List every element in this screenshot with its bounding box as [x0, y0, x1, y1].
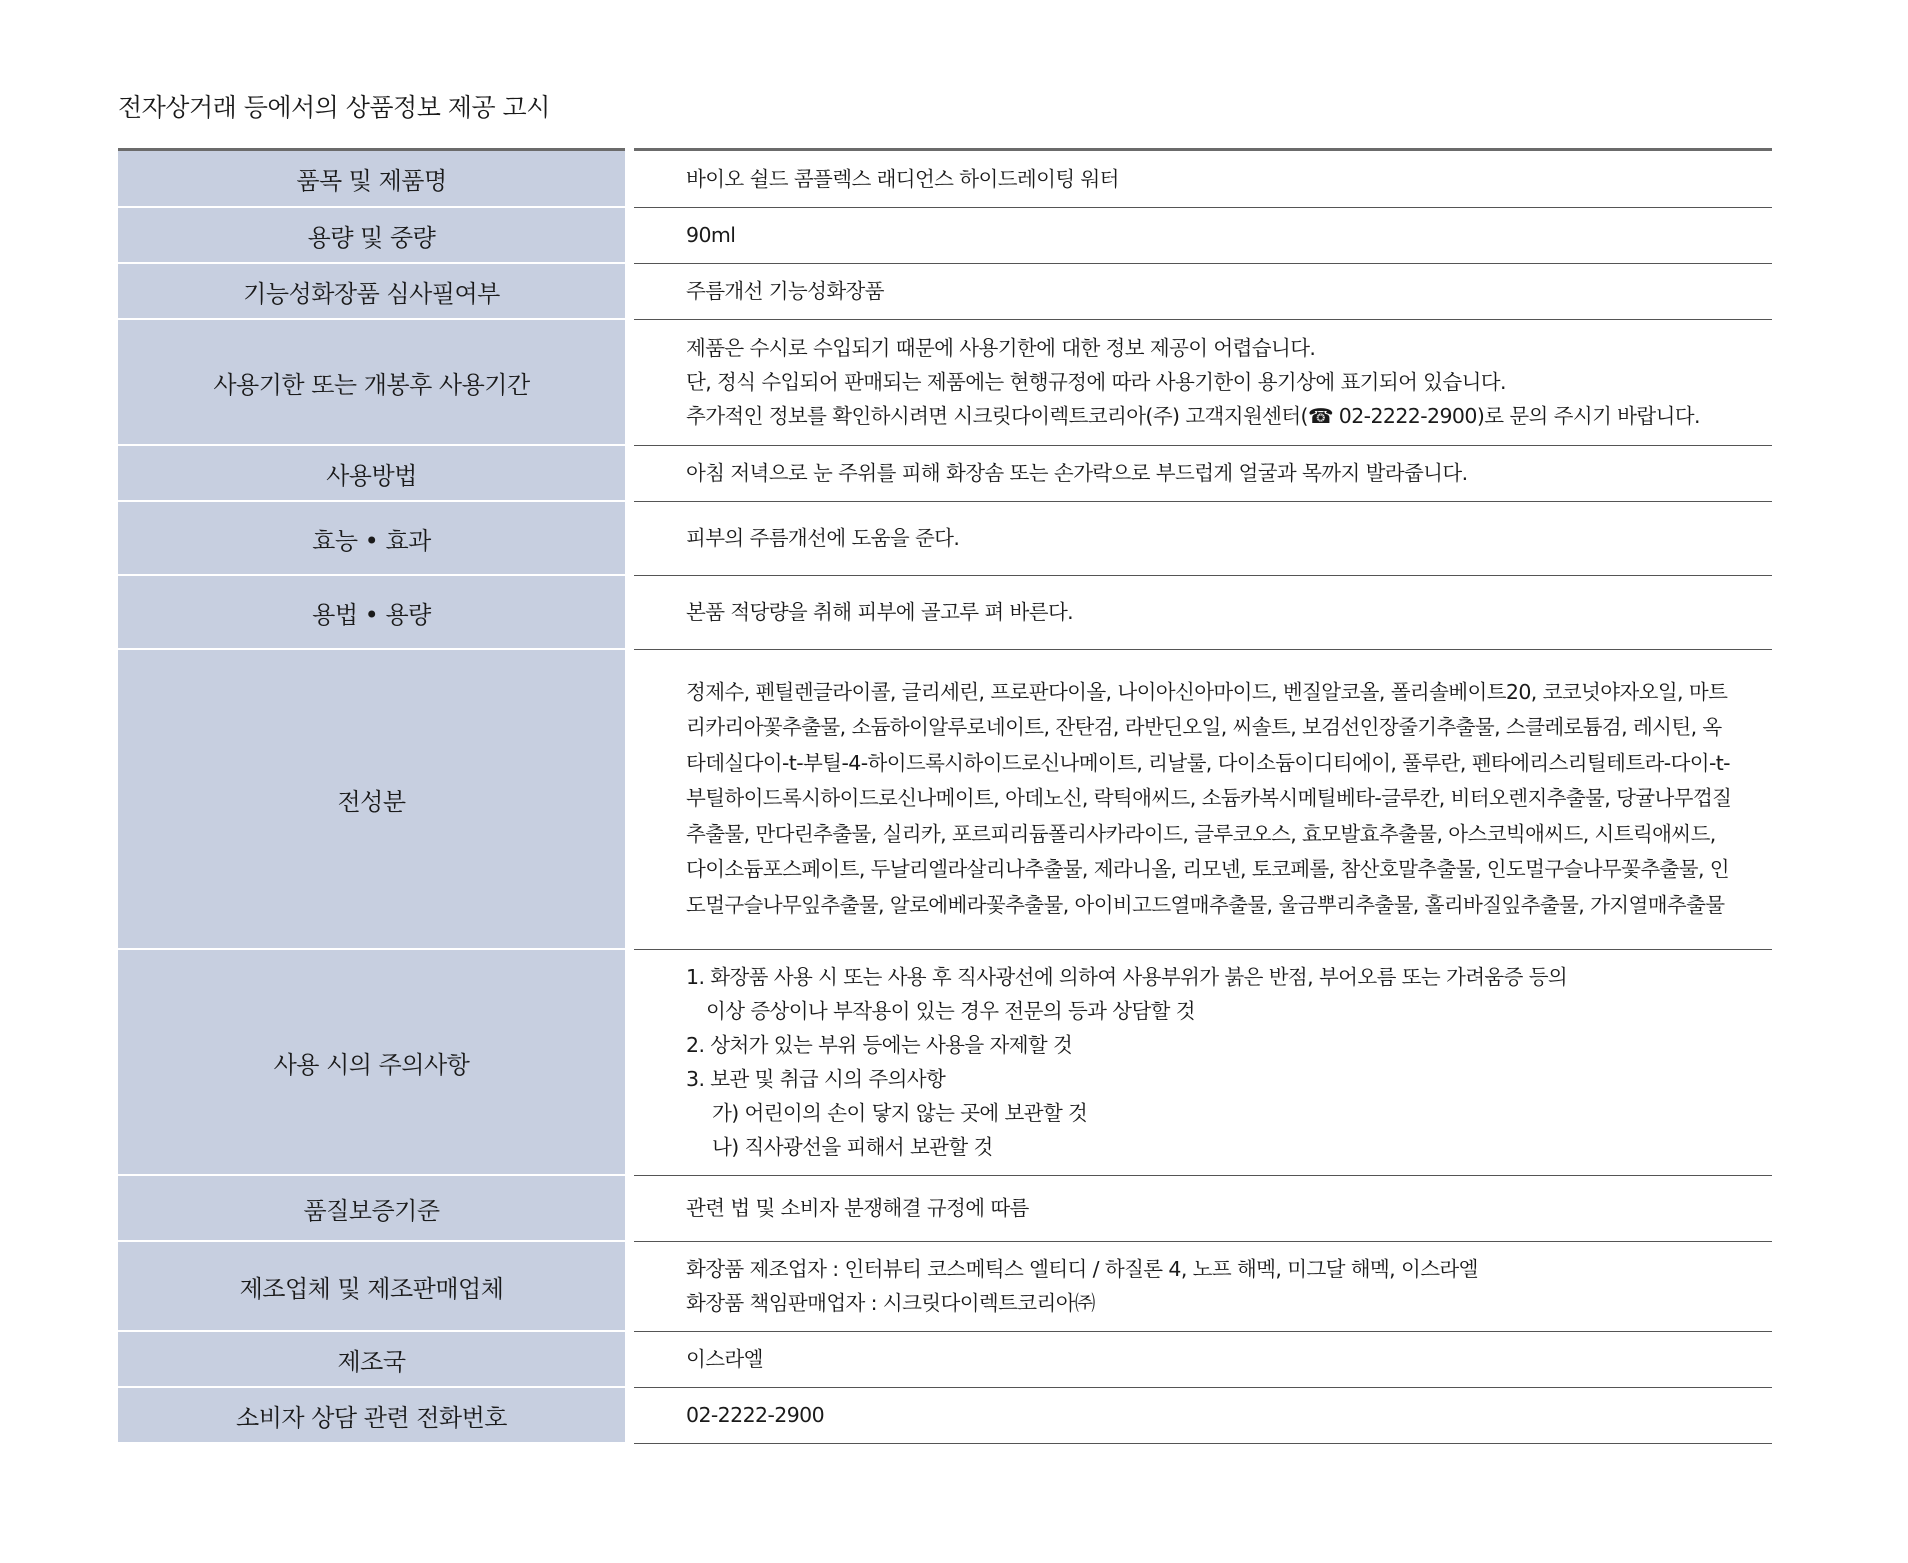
row-label: 사용방법 [118, 445, 625, 501]
row-value [634, 445, 1772, 501]
table-row [118, 263, 1772, 319]
table-row [118, 1387, 1772, 1443]
table-row [118, 949, 1772, 1175]
value-line: 추가적인 정보를 확인하시려면 시크릿다이렉트코리아(주) 고객지원센터(☎ 02-2222-2900)로 문의 주시기 바랍니다. [686, 404, 1700, 428]
value-line: 단, 정식 수입되어 판매되는 제품에는 현행규정에 따라 사용기한이 용기상에 표기되어 있습니다. [686, 370, 1506, 394]
row-value [634, 501, 1772, 575]
table-row [118, 649, 1772, 949]
row-value [634, 263, 1772, 319]
row-value [634, 1387, 1772, 1443]
table-row [118, 501, 1772, 575]
value-line: 90ml [686, 223, 736, 247]
table-row [118, 445, 1772, 501]
value-line: 주름개선 기능성화장품 [686, 279, 884, 303]
value-line: 아침 저녁으로 눈 주위를 피해 화장솜 또는 손가락으로 부드럽게 얼굴과 목까지 발라줍니다. [686, 461, 1468, 485]
value-line: 제품은 수시로 수입되기 때문에 사용기한에 대한 정보 제공이 어렵습니다. [686, 336, 1316, 360]
value-line: 02-2222-2900 [686, 1403, 825, 1427]
value-line: 1. 화장품 사용 시 또는 사용 후 직사광선에 의하여 사용부위가 붉은 반점, 부어오름 또는 가려움증 등의 [686, 965, 1568, 989]
row-value [634, 949, 1772, 1175]
table-row [118, 1175, 1772, 1241]
value-line: 이스라엘 [686, 1347, 763, 1371]
table-row [118, 1331, 1772, 1387]
table-row [118, 319, 1772, 445]
value-line: 화장품 책임판매업자 : 시크릿다이렉트코리아㈜ [686, 1291, 1095, 1315]
page-title: 전자상거래 등에서의 상품정보 제공 고시 [118, 93, 550, 122]
row-value [634, 1175, 1772, 1241]
value-line: 가) 어린이의 손이 닿지 않는 곳에 보관할 것 [712, 1101, 1088, 1125]
row-label: 기능성화장품 심사필여부 [118, 263, 625, 319]
value-line: 이상 증상이나 부작용이 있는 경우 전문의 등과 상담할 것 [706, 999, 1195, 1023]
row-value [634, 319, 1772, 445]
table-row [118, 1241, 1772, 1331]
table-row [118, 207, 1772, 263]
value-line: 피부의 주름개선에 도움을 준다. [686, 526, 960, 550]
row-label: 전성분 [118, 649, 625, 949]
row-value [634, 151, 1772, 207]
row-value [634, 1331, 1772, 1387]
row-label: 사용 시의 주의사항 [118, 949, 625, 1175]
value-line: 2. 상처가 있는 부위 등에는 사용을 자제할 것 [686, 1033, 1073, 1057]
row-label: 사용기한 또는 개봉후 사용기간 [118, 319, 625, 445]
row-label: 제조국 [118, 1331, 625, 1387]
row-label: 용량 및 중량 [118, 207, 625, 263]
row-label: 품질보증기준 [118, 1175, 625, 1241]
product-info-table [118, 148, 1772, 1444]
row-label: 소비자 상담 관련 전화번호 [118, 1387, 625, 1443]
row-value [634, 1241, 1772, 1331]
row-label: 효능 • 효과 [118, 501, 625, 575]
table-row [118, 575, 1772, 649]
row-label: 용법 • 용량 [118, 575, 625, 649]
value-line: 본품 적당량을 취해 피부에 골고루 펴 바른다. [686, 600, 1074, 624]
value-line: 바이오 쉴드 콤플렉스 래디언스 하이드레이팅 워터 [686, 166, 1119, 191]
value-line: 관련 법 및 소비자 분쟁해결 규정에 따름 [686, 1196, 1029, 1220]
value-line: 화장품 제조업자 : 인터뷰티 코스메틱스 엘티디 / 하질론 4, 노프 해멕, 미그달 해멕, 이스라엘 [686, 1257, 1478, 1281]
row-label: 제조업체 및 제조판매업체 [118, 1241, 625, 1331]
value-line: 나) 직사광선을 피해서 보관할 것 [712, 1135, 993, 1159]
table-row [118, 151, 1772, 207]
row-label: 품목 및 제품명 [118, 151, 625, 207]
row-value [634, 207, 1772, 263]
row-value [634, 575, 1772, 649]
value-line: 3. 보관 및 취급 시의 주의사항 [686, 1067, 946, 1091]
row-value [634, 649, 1772, 949]
ingredients-text: 정제수, 펜틸렌글라이콜, 글리세린, 프로판다이올, 나이아신아마이드, 벤질알코올, 폴리솔베이트20, 코코넛야자오일, 마트리카리아꽃추출물, 소듐하이알루로네이트, 잔탄검, 라반딘오일, 씨솔트, 보검선인장줄기추출물, 스클레로튬검, 레시틴, 옥타데실다이-t-부틸-4-하이드록시하이드로신나메이트, 리날룰, 다이소듐이디티에이, 풀루란, 펜타에리스리틸테트라-다이-t-부틸하이드록시하이드로신나메이트, 아데노신, 락틱애씨드, 소듐카복시메틸베타-글루칸, 비터오렌지추출물, 당귤나무껍질추출물, 만다린추출물, 실리카, 포르피리듐폴리사카라이드, 글루코오스, 효모발효추출물, 아스코빅애씨드, 시트릭애씨드, 다이소듐포스페이트, 두날리엘라살리나추출물, 제라니올, 리모넨, 토코페롤, 참산호말추출물, 인도멀구슬나무꽃추출물, 인도멀구슬나무잎추출물, 알로에베라꽃추출물, 아이비고드열매추출물, 울금뿌리추출물, 홀리바질잎추출물, 가지열매추출물 [686, 679, 1732, 917]
